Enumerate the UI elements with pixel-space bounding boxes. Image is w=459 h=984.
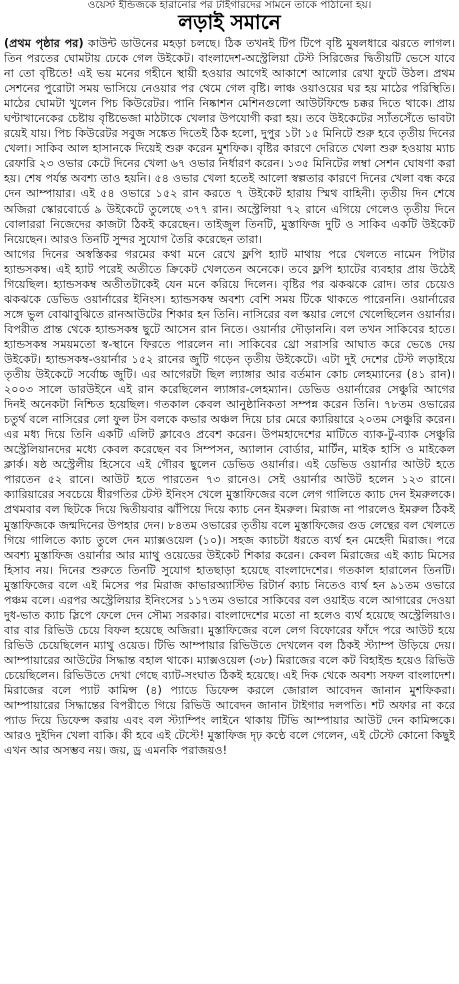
continuation-label: (প্রথম পৃষ্ঠার পর) <box>4 37 84 50</box>
article-headline: লড়াই সমানে <box>178 10 281 34</box>
clipped-previous-line: ওয়েস্ট ইন্ডিজকে হারানোর পর টাইগারদের সামনে তাকে পাঠানো হয়। <box>87 0 372 11</box>
paragraph-1-text: কাউন্ট ডাউনের মহড়া চলছে। ঠিক তখনই টিপ টিপে বৃষ্টি মুষলধারে ঝরতে লাগল। তিন পরতের ঘোমটায় ঢেকে গেল উইকেট। বাংলাদেশ-অস্ট্রেলিয়া টেস্ট সিরিজের দ্বিতীয়টি ভেসে যাবে না তো বৃষ্টিতে! এই ভয় মনের গহীনে স্থায়ী হওয়ার আগেই আকাশে আলোর রেখা ফুটে উঠল। প্রথম সেশনের পুরোটা সময় ভাসিয়ে নেওয়ার পর থেমে গেল বৃষ্টি। লাঞ্চ ওয়াওয়ের ঘর হয় মাঠের পরিস্থিতি। মাঠের ঘোমটা খুলেন পিচ কিউরেটর। পানি নিষ্কাশন মেশিনগুলো আউটফিল্ডে চক্কর দিতে থাকে। প্রায় ঘণ্টাখানেকের চেষ্টায় বৃষ্টিভেজা মাঠটাকে খেলার উপযোগী করা হয়। তবে উইকেটের স্যাঁতসেঁতে ভাবটা রয়েই যায়। পিচ কিউরেটর সবুজ সঙ্কেত দিতেই ঠিক হলো, দুপুর ১টা ১৫ মিনিটে শুরু হবে তৃতীয় দিনের খেলা। সাকিব আল হাসানকে দিয়েই শুরু করেন মুশফিক। বৃষ্টির কারণে দেরিতে খেলা শুরু হওয়ায় ম্যাচ রেফারি ২৩ ওভার কেটে দিনের খেলা ৬৭ ওভার নির্ধারণ করেন। ১৩৫ মিনিটের লম্বা সেশন ঘোষণা করা হয়। শেষ পর্যন্ত অবশ্য তাও হয়নি। ৫৪ ওভার খেলা হতেই আলো স্বল্পতার কারণে দিনের খেলা বন্ধ করে দেন আম্পায়ার। এই ৫৪ ওভারে ১৫২ রান করতে ৭ উইকেট হারায় স্মিথ বাহিনী। তৃতীয় দিন শেষে অজিরা স্কোরবোর্ডে ৯ উইকেটে তুলেছে ৩৭৭ রান। অস্ট্রেলিয়া ৭২ রানে এগিয়ে গেলেও তৃতীয় দিনে বোলাররা নিজেদের কাজটা ঠিকই করেছেন। তাইজুল তিনটি, মুস্তাফিজ দুটি ও সাকিব একটি উইকেট নিয়েছেন। আরও তিনটি সুন্দর সুযোগ তৈরি করেছেন তারা। <box>4 37 455 246</box>
article-paragraph-1 <box>4 36 455 247</box>
article-body <box>4 36 455 982</box>
article-paragraph-2: আগের দিনের অস্বস্তিকর গরমের কথা মনে রেখে ফ্লপি হ্যাট মাথায় পরে খেলতে নামেন পিটার হ্যান্ডসকম্ব। এই হ্যাট পরেই অতীতে ক্রিকেট খেলতেন অনেকে। তবে ফ্লপি হ্যাটের ব্যবহার প্রায় উঠেই গিয়েছিল। হ্যান্ডসকম্ব অতীতটাকেই যেন মনে করিয়ে দিলেন। বৃষ্টির পর ঝকঝকে রোদ। তার চেয়েও ঝকঝকে ডেভিড ওয়ার্নারের ইনিংস। হ্যান্ডসকম্ব অবশ্য বেশি সময় টিকে থাকতে পারেননি। ওয়ার্নারের সঙ্গে ভুল বোঝাবুঝিতে রানআউটের শিকার হন তিনি। নাসিরের বল স্কয়ার লেগে খেলেছিলেন ওয়ার্নার। বিপরীত প্রান্ত থেকে হ্যান্ডসকম্ব ছুটে আসেন রান নিতে। ওয়ার্নার দৌড়াননি। বল তখন সাকিবের হাতে। হ্যান্ডসকম্ব সময়মতো স্ব-স্থানে ফিরতে পারলেন না। সাকিবের থ্রো সরাসরি আঘাত করে ভেঙে দেয় উইকেট। হ্যান্ডসকম্ব-ওয়ার্নার ১৫২ রানের জুটি গড়েন তৃতীয় উইকেটে। এটা দুই দেশের টেস্ট লড়াইয়ে তৃতীয় উইকেটে সর্বোচ্চ জুটি। এর আগেরটা ছিল ল্যাঙ্গার আর বর্তমান কোচ লেহম্যানের (৪১ রান)। ২০০৩ সালে ডারউইনে এই রান করেছিলেন ল্যাঙ্গার-লেহম্যান। ডেভিড ওয়ার্নারের সেঞ্চুরি আগের দিনই অনেকটা নিশ্চিত হয়েছিল। গতকাল কেবল আনুষ্ঠানিকতা সম্পন্ন করেন তিনি। ৭৮তম ওভারের চতুর্থ বলে নাসিরের লো ফুল টস বলকে কভার অঞ্চল দিয়ে চার মেরে ক্যারিয়ারে ২০তম সেঞ্চুরি করেন। এর মধ্য দিয়ে তিনি একটি এলিট ক্লাবেও প্রবেশ করেন। উপমহাদেশের মাটিতে ব্যাক-টু-ব্যাক সেঞ্চুরি অস্ট্রেলিয়ানদের মধ্যে কেবল করেছেন বব সিম্পসন, অ্যালান বোর্ডার, মার্টিন, মাইক হাসি ও মাইকেল ক্লার্ক। ষষ্ঠ অস্ট্রেলীয় হিসেবে এই গৌরব ছুলেন ডেভিড ওয়ার্নার। এই ডেভিড ওয়ার্নার আউট হতে পারতেন ৫২ রানে। আউট হতে পারতেন ৭৩ রানেও। সেই ওয়ার্নার আউট হলেন ১২৩ রানে। ক্যারিয়ারের সবচেয়ে ধীরগতির টেস্ট ইনিংস খেলে মুস্তাফিজের বলে লেগ গালিতে ক্যাচ দেন ইমরুলকে। প্রথমবার বল ছিটকে দিয়ে দ্বিতীয়বার ঝাঁপিয়ে দিয়ে ক্যাচ নেন ইমরুল। মিরাজ না পারলেও ইমরুল ঠিকই মুস্তাফিজকে জন্মদিনের উপহার দেন। ৮৪তম ওভারের তৃতীয় বলে মুস্তাফিজের গুড লেন্থের বল খেলতে গিয়ে গালিতে ক্যাচ তুলে দেন ম্যাক্সওয়েল (১০)। সহজ ক্যাচটা ধরতে ব্যর্থ হন মেহেদী মিরাজ। পরে অবশ্য মুস্তাফিজ ওয়ার্নার আর ম্যাথু ওয়েডের উইকেট শিকার করেন। কেবল মিরাজের এই ক্যাচ মিসের হিসাব নয়। দিনের শুরুতে তিনটি সুযোগ হাতছাড়া হয়েছে বাংলাদেশের। গতকাল হারালেন তিনটি। মুস্তাফিজের বলে এই মিসের পর মিরাজ কাভারঅ্যাস্টিভ রিটার্ন ক্যাচ নিতেও ব্যর্থ হন ৯১তম ওভারে পঞ্চম বলে। এরপর অস্ট্রেলিয়ার ইনিংসের ১১৭তম ওভারে সাকিবের বল ওয়াইড বলে আগারের দেওয়া দুধ-ভাত ক্যাচ স্লিপে ফেলে দেন সৌম্য সরকার। বাংলাদেশের মতো না হলেও ব্যর্থ হয়েছে অস্ট্রেলিয়াও। বার বার রিভিউ চেয়ে বিফল হয়েছে অজিরা। মুস্তাফিজের বলে লেগ বিফোরের ফাঁদে পরে আউট হয়ে রিভিউ চেয়েছিলেন ম্যাথু ওয়েড। টিভি আম্পায়ার রিভিউতে দেখলেন বল ঠিকই স্ট্যাম্প উড়িয়ে দেয়। আম্পায়ারের আউটের সিদ্ধান্ত বহাল থাকে। ম্যাক্সওয়েল (৩৮) মিরাজের বলে কট বিহাইন্ড হয়েও রিভিউ চেয়েছিলেন। রিভিউতে দেখা গেছে ব্যাট-সংঘাত ঠিকই হয়েছে। এই দিক থেকে অবশ্য সফল বাংলাদেশ। মিরাজের বলে প্যাট কামিন্স (৪) প্যাডে ডিফেন্স করলে জোরাল আবেদন জানান মুশফিকরা। আম্পায়ারের সিদ্ধান্তের বিপরীতে গিয়ে রিভিউ আবেদন জানান টাইগার দলপতি। শট অফার না করে প্যাড দিয়ে ডিফেন্স করায় এবং বল স্ট্যাম্পিং লাইনে থাকায় টিভি আম্পায়ার আউট দেন কামিন্সকে। আরও দুইদিন খেলা বাকি। কী হবে এই টেস্টে! মুস্তাফিজ দৃঢ় কণ্ঠে বলে গেলেন, এই টেস্টে কোনো কিছুই এখন আর অসম্ভব নয়। জয়, ড্র এমনকি পরাজয়ও! <box>4 247 455 758</box>
